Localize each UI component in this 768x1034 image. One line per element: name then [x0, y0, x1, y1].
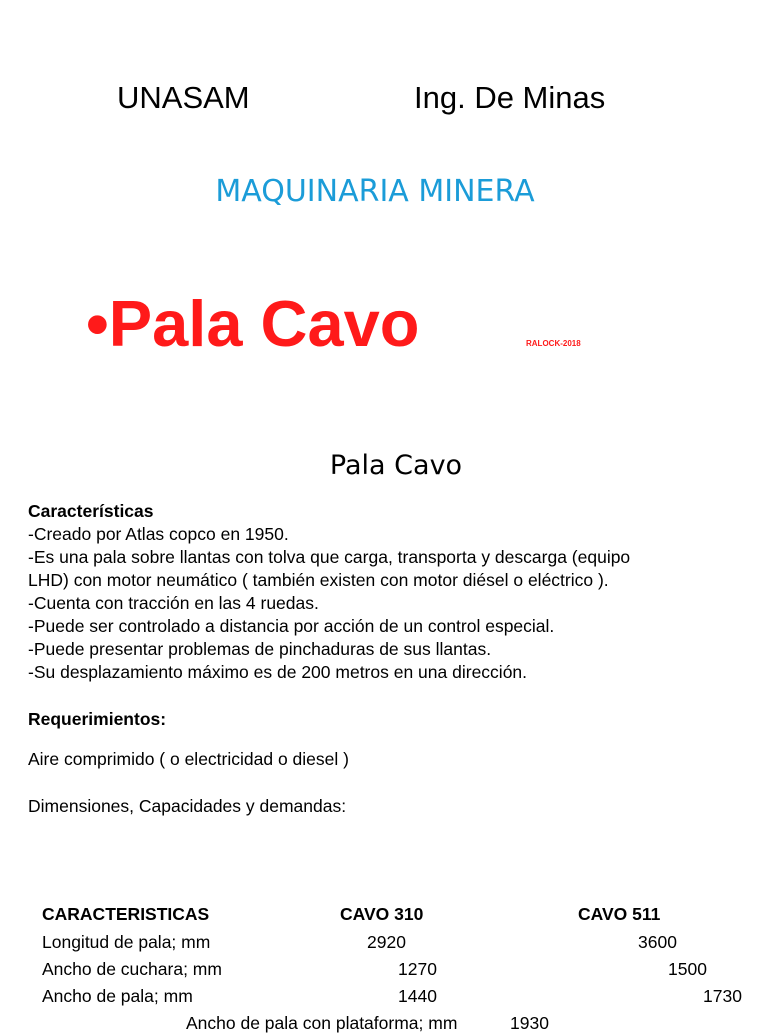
table-header-cavo-511: CAVO 511 [578, 904, 661, 924]
table-cell-cavo-310: 2920 [367, 932, 406, 952]
table-cell-cavo-511: 1730 [703, 986, 742, 1006]
table-row-label: Ancho de pala; mm [42, 986, 193, 1006]
feature-line: -Es una pala sobre llantas con tolva que carga, transporta y descarga (equipo [28, 547, 631, 567]
table-row-label: Ancho de cuchara; mm [42, 959, 222, 979]
table-header-characteristics: CARACTERISTICAS [42, 904, 210, 924]
requirements-heading: Requerimientos: [28, 709, 167, 729]
requirements-text: Aire comprimido ( o electricidad o diesel ) [28, 749, 349, 769]
subject-title: MAQUINARIA MINERA [215, 174, 535, 209]
table-header-cavo-310: CAVO 310 [340, 904, 424, 924]
table-cell-cavo-310: 1270 [398, 959, 437, 979]
feature-line: LHD) con motor neumático ( también existen con motor diésel o eléctrico ). [28, 570, 609, 590]
department-label: Ing. De Minas [414, 80, 606, 115]
title-bullet: • [86, 287, 109, 360]
feature-line: -Puede presentar problemas de pinchaduras de sus llantas. [28, 639, 492, 659]
table-cell-cavo-310: 1440 [398, 986, 437, 1006]
table-cell-cavo-511: 3600 [638, 932, 677, 952]
section-title: Pala Cavo [329, 450, 463, 481]
dimensions-heading: Dimensiones, Capacidades y demandas: [28, 796, 347, 816]
title-text: Pala Cavo [108, 287, 420, 360]
feature-line: -Creado por Atlas copco en 1950. [28, 524, 289, 544]
table-cell-cavo-511: 1500 [668, 959, 707, 979]
table-row-label: Longitud de pala; mm [42, 932, 211, 952]
university-label: UNASAM [117, 80, 250, 115]
feature-line: -Puede ser controlado a distancia por acción de un control especial. [28, 616, 555, 636]
main-title [86, 286, 419, 361]
features-heading: Características [28, 501, 154, 521]
author-tag: RALOCK-2018 [526, 339, 581, 348]
features-block [28, 500, 630, 684]
feature-line: -Cuenta con tracción en las 4 ruedas. [28, 593, 319, 613]
feature-line: -Su desplazamiento máximo es de 200 metros en una dirección. [28, 662, 528, 682]
table-cell-cavo-310: 1930 [510, 1013, 549, 1033]
table-row-label: Ancho de pala con plataforma; mm [186, 1013, 458, 1033]
